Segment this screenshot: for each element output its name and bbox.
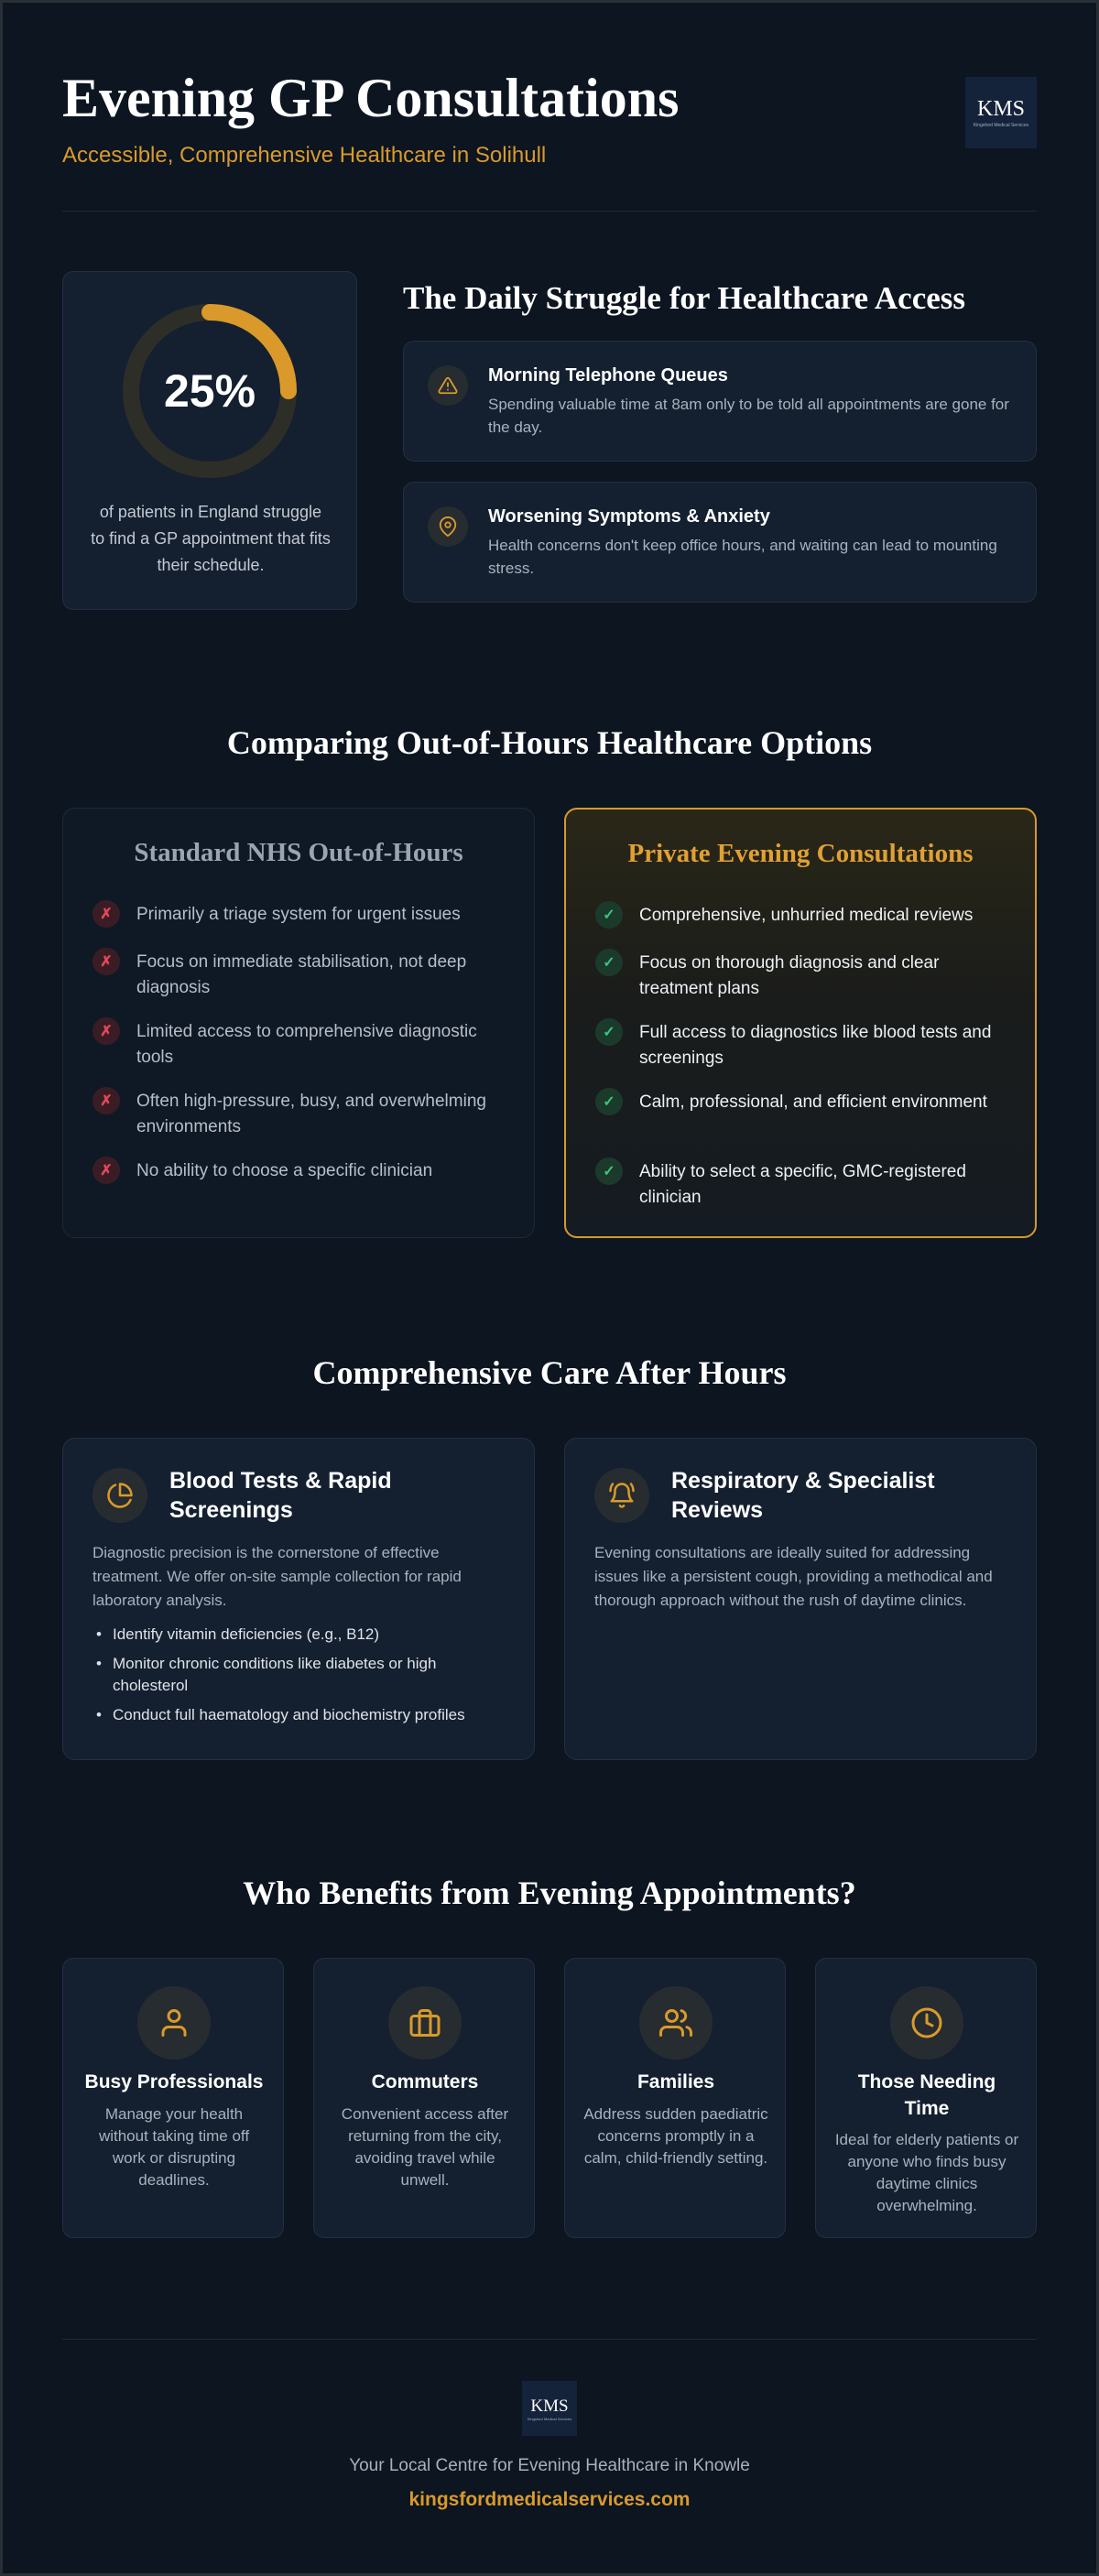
briefcase-icon — [388, 1986, 462, 2060]
nhs-item-text: Often high-pressure, busy, and overwhelming environments — [136, 1092, 486, 1136]
audience-card — [815, 1958, 1037, 2238]
check-icon: ✓ — [595, 1088, 623, 1115]
who-title: Who Benefits from Evening Appointments? — [243, 1875, 856, 1911]
care-card — [62, 1438, 535, 1760]
map-pin-icon — [428, 506, 468, 547]
audience-desc: Convenient access after returning from the city, avoiding travel while unwell. — [341, 2105, 509, 2189]
divider — [62, 211, 1037, 212]
cross-icon: ✗ — [92, 900, 120, 928]
care-card-desc: Evening consultations are ideally suited for addressing issues like a persistent cough, providing a methodical and thorough approach without the rush of daytime clinics. — [594, 1544, 993, 1609]
nhs-column-title: Standard NHS Out-of-Hours — [134, 838, 463, 867]
audience-card — [313, 1958, 535, 2238]
nhs-item-text: Focus on immediate stabilisation, not deep diagnosis — [136, 952, 467, 997]
cross-icon: ✗ — [92, 1157, 120, 1184]
cross-icon: ✗ — [92, 948, 120, 975]
problem-card — [403, 482, 1037, 603]
problem-title: Worsening Symptoms & Anxiety — [488, 506, 770, 527]
private-item-text: Calm, professional, and efficient environment — [639, 1092, 987, 1112]
struggle-title: The Daily Struggle for Healthcare Access — [403, 280, 966, 316]
private-item-text: Comprehensive, unhurried medical reviews — [639, 906, 974, 925]
clock-icon — [890, 1986, 963, 2060]
cross-icon: ✗ — [92, 1087, 120, 1114]
care-card-desc: Diagnostic precision is the cornerstone of effective treatment. We offer on-site sample collection for rapid laboratory analysis. — [92, 1544, 462, 1609]
footer-logo-text: KMS — [530, 2396, 569, 2416]
page-subtitle: Accessible, Comprehensive Healthcare in Solihull — [62, 143, 547, 168]
check-icon: ✓ — [595, 949, 623, 976]
list-item: • Monitor chronic conditions like diabetes or high cholesterol — [92, 1653, 514, 1697]
audience-desc: Manage your health without taking time off work or disrupting deadlines. — [98, 2105, 250, 2189]
private-item-text: Focus on thorough diagnosis and clear treatment plans — [639, 953, 940, 998]
audience-title: Commuters — [371, 2071, 479, 2092]
problem-card — [403, 341, 1037, 462]
care-card-title: Blood Tests & Rapid Screenings — [169, 1468, 392, 1523]
check-icon: ✓ — [595, 901, 623, 929]
footer-website-link[interactable]: kingsfordmedicalservices.com — [408, 2489, 691, 2510]
stat-value: 25% — [163, 365, 256, 417]
audience-card — [62, 1958, 284, 2238]
warning-icon — [428, 365, 468, 406]
audience-card — [564, 1958, 786, 2238]
nhs-item-text: Primarily a triage system for urgent issues — [136, 905, 461, 924]
footer-tagline: Your Local Centre for Evening Healthcare in Knowle — [349, 2456, 750, 2475]
page-header — [62, 66, 1037, 212]
footer-logo-subtext: Kingsford Medical Services — [527, 2416, 572, 2421]
audience-title: Busy Professionals — [84, 2071, 264, 2092]
audience-title: Those Needing Time — [857, 2071, 996, 2119]
stat-text: of patients in England struggle to find a GP appointment that fits their schedule. — [91, 503, 331, 574]
pie-chart-icon — [92, 1468, 147, 1523]
audience-desc: Address sudden paediatric concerns promptly in a calm, child-friendly setting. — [583, 2105, 768, 2167]
footer-logo[interactable] — [522, 2381, 577, 2436]
care-title: Comprehensive Care After Hours — [312, 1354, 787, 1391]
divider — [62, 2339, 1037, 2340]
care-card-title: Respiratory & Specialist Reviews — [671, 1468, 935, 1523]
nhs-column — [62, 808, 535, 1238]
users-icon — [639, 1986, 713, 2060]
user-icon — [137, 1986, 211, 2060]
comparison-title: Comparing Out-of-Hours Healthcare Options — [226, 724, 873, 761]
nhs-item-text: No ability to choose a specific clinician — [136, 1161, 433, 1180]
private-column — [564, 808, 1037, 1238]
audience-desc: Ideal for elderly patients or anyone who finds busy daytime clinics overwhelming. — [834, 2131, 1019, 2214]
bell-icon — [594, 1468, 649, 1523]
nhs-item-text: Limited access to comprehensive diagnostic tools — [136, 1022, 477, 1067]
check-icon: ✓ — [595, 1018, 623, 1046]
problem-title: Morning Telephone Queues — [488, 365, 728, 386]
list-item: • Conduct full haematology and biochemistry profiles — [92, 1704, 514, 1726]
private-item-text: Full access to diagnostics like blood tests and screenings — [639, 1023, 992, 1068]
list-item: • Identify vitamin deficiencies (e.g., B12) — [92, 1624, 514, 1646]
logo[interactable] — [965, 77, 1037, 148]
private-item-text: Ability to select a specific, GMC-registered clinician — [639, 1162, 966, 1207]
care-card-list — [92, 1624, 514, 1734]
cross-icon: ✗ — [92, 1017, 120, 1045]
page-title: Evening GP Consultations — [62, 68, 680, 128]
problem-desc: Spending valuable time at 8am only to be told all appointments are gone for the day. — [488, 396, 1009, 436]
private-column-title: Private Evening Consultations — [627, 839, 974, 868]
problem-desc: Health concerns don't keep office hours, and waiting can lead to mounting stress. — [488, 537, 997, 577]
stat-card — [62, 271, 357, 610]
logo-text: KMS — [976, 97, 1026, 121]
check-icon: ✓ — [595, 1158, 623, 1185]
logo-subtext: Kingsford Medical Services — [973, 123, 1029, 128]
audience-title: Families — [637, 2071, 715, 2092]
care-card — [564, 1438, 1037, 1760]
